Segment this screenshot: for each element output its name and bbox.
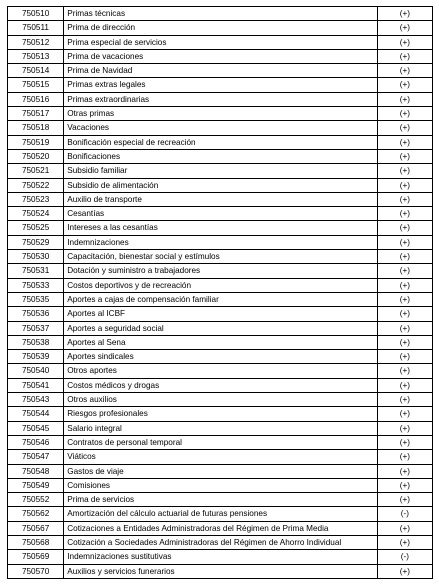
account-code-cell: 750539 (8, 350, 64, 364)
account-code-cell: 750525 (8, 221, 64, 235)
account-sign-cell: (+) (377, 264, 432, 278)
account-description-cell: Vacaciones (64, 121, 377, 135)
account-code-cell: 750530 (8, 250, 64, 264)
account-code-cell: 750513 (8, 49, 64, 63)
account-description-cell: Aportes a seguridad social (64, 321, 377, 335)
table-row (8, 378, 433, 392)
table-row (8, 450, 433, 464)
account-code-cell: 750538 (8, 335, 64, 349)
account-sign-cell: (+) (377, 450, 432, 464)
account-code-cell: 750522 (8, 178, 64, 192)
table-row (8, 421, 433, 435)
account-sign-cell: (+) (377, 535, 432, 549)
account-code-cell: 750512 (8, 35, 64, 49)
table-row (8, 21, 433, 35)
table-row (8, 221, 433, 235)
account-description-cell: Subsidio familiar (64, 164, 377, 178)
account-description-cell: Otras primas (64, 107, 377, 121)
account-sign-cell: (+) (377, 493, 432, 507)
account-code-cell: 750548 (8, 464, 64, 478)
account-code-cell: 750567 (8, 521, 64, 535)
account-description-cell: Auxilios y servicios funerarios (64, 564, 377, 578)
account-sign-cell: (+) (377, 407, 432, 421)
account-code-cell: 750537 (8, 321, 64, 335)
account-description-cell: Prima de dirección (64, 21, 377, 35)
account-sign-cell: (+) (377, 321, 432, 335)
account-description-cell: Bonificación especial de recreación (64, 135, 377, 149)
account-sign-cell: (+) (377, 235, 432, 249)
table-row (8, 78, 433, 92)
account-description-cell: Costos médicos y drogas (64, 378, 377, 392)
account-code-cell: 750546 (8, 435, 64, 449)
table-row (8, 335, 433, 349)
account-sign-cell: (-) (377, 550, 432, 564)
account-sign-cell: (+) (377, 378, 432, 392)
table-row (8, 178, 433, 192)
account-description-cell: Cotizaciones a Entidades Administradoras del Régimen de Prima Media (64, 521, 377, 535)
account-description-cell: Indemnizaciones (64, 235, 377, 249)
table-row (8, 478, 433, 492)
account-code-cell: 750544 (8, 407, 64, 421)
account-description-cell: Cotización a Sociedades Administradoras del Régimen de Ahorro Individual (64, 535, 377, 549)
table-row (8, 278, 433, 292)
account-description-cell: Prima especial de servicios (64, 35, 377, 49)
table-row (8, 535, 433, 549)
account-code-cell: 750521 (8, 164, 64, 178)
account-code-cell: 750569 (8, 550, 64, 564)
account-sign-cell: (+) (377, 478, 432, 492)
account-sign-cell: (+) (377, 292, 432, 306)
table-row (8, 493, 433, 507)
table-row (8, 464, 433, 478)
account-code-cell: 750541 (8, 378, 64, 392)
account-sign-cell: (+) (377, 221, 432, 235)
account-sign-cell: (+) (377, 207, 432, 221)
account-description-cell: Prima de vacaciones (64, 49, 377, 63)
account-sign-cell: (+) (377, 435, 432, 449)
account-code-cell: 750519 (8, 135, 64, 149)
account-description-cell: Otros auxilios (64, 393, 377, 407)
account-description-cell: Dotación y suministro a trabajadores (64, 264, 377, 278)
account-description-cell: Subsidio de alimentación (64, 178, 377, 192)
table-row (8, 307, 433, 321)
account-code-cell: 750570 (8, 564, 64, 578)
account-code-cell: 750536 (8, 307, 64, 321)
account-code-cell: 750520 (8, 149, 64, 163)
account-code-cell: 750568 (8, 535, 64, 549)
account-code-cell: 750549 (8, 478, 64, 492)
table-row (8, 92, 433, 106)
account-description-cell: Capacitación, bienestar social y estímulos (64, 250, 377, 264)
account-description-cell: Aportes al Sena (64, 335, 377, 349)
account-sign-cell: (+) (377, 149, 432, 163)
table-row (8, 350, 433, 364)
account-description-cell: Contratos de personal temporal (64, 435, 377, 449)
table-row (8, 192, 433, 206)
table-row (8, 393, 433, 407)
account-sign-cell: (+) (377, 307, 432, 321)
account-sign-cell: (+) (377, 278, 432, 292)
account-code-cell: 750535 (8, 292, 64, 306)
account-code-cell: 750562 (8, 507, 64, 521)
account-sign-cell: (+) (377, 178, 432, 192)
account-sign-cell: (+) (377, 464, 432, 478)
account-sign-cell: (+) (377, 335, 432, 349)
table-row (8, 121, 433, 135)
account-sign-cell: (+) (377, 49, 432, 63)
table-row (8, 292, 433, 306)
account-description-cell: Prima de servicios (64, 493, 377, 507)
table-row (8, 521, 433, 535)
table-row (8, 564, 433, 578)
table-row (8, 321, 433, 335)
table-row (8, 407, 433, 421)
account-sign-cell: (+) (377, 364, 432, 378)
account-description-cell: Aportes a cajas de compensación familiar (64, 292, 377, 306)
account-sign-cell: (+) (377, 121, 432, 135)
account-description-cell: Viáticos (64, 450, 377, 464)
table-row (8, 107, 433, 121)
account-sign-cell: (+) (377, 135, 432, 149)
account-description-cell: Salario integral (64, 421, 377, 435)
table-row (8, 164, 433, 178)
account-sign-cell: (+) (377, 78, 432, 92)
table-row (8, 49, 433, 63)
account-sign-cell: (+) (377, 35, 432, 49)
account-description-cell: Primas extras legales (64, 78, 377, 92)
account-code-cell: 750529 (8, 235, 64, 249)
account-description-cell: Costos deportivos y de recreación (64, 278, 377, 292)
account-sign-cell: (-) (377, 507, 432, 521)
account-code-cell: 750543 (8, 393, 64, 407)
account-description-cell: Comisiones (64, 478, 377, 492)
account-sign-cell: (+) (377, 393, 432, 407)
account-description-cell: Cesantías (64, 207, 377, 221)
account-description-cell: Prima de Navidad (64, 64, 377, 78)
table-row (8, 7, 433, 21)
account-code-cell: 750518 (8, 121, 64, 135)
account-sign-cell: (+) (377, 564, 432, 578)
account-description-cell: Riesgos profesionales (64, 407, 377, 421)
table-row (8, 364, 433, 378)
account-code-cell: 750547 (8, 450, 64, 464)
table-row (8, 35, 433, 49)
account-description-cell: Bonificaciones (64, 149, 377, 163)
account-code-cell: 750524 (8, 207, 64, 221)
table-row (8, 507, 433, 521)
accounts-table (7, 6, 433, 579)
table-row (8, 207, 433, 221)
account-sign-cell: (+) (377, 521, 432, 535)
account-sign-cell: (+) (377, 250, 432, 264)
account-code-cell: 750523 (8, 192, 64, 206)
account-code-cell: 750552 (8, 493, 64, 507)
table-row (8, 250, 433, 264)
account-code-cell: 750540 (8, 364, 64, 378)
account-sign-cell: (+) (377, 164, 432, 178)
account-sign-cell: (+) (377, 7, 432, 21)
table-row (8, 550, 433, 564)
account-sign-cell: (+) (377, 92, 432, 106)
account-sign-cell: (+) (377, 192, 432, 206)
account-code-cell: 750516 (8, 92, 64, 106)
account-code-cell: 750510 (8, 7, 64, 21)
account-code-cell: 750511 (8, 21, 64, 35)
account-description-cell: Auxilio de transporte (64, 192, 377, 206)
table-row (8, 149, 433, 163)
account-sign-cell: (+) (377, 350, 432, 364)
accounts-table-body (8, 7, 433, 579)
account-description-cell: Amortización del cálculo actuarial de futuras pensiones (64, 507, 377, 521)
account-sign-cell: (+) (377, 64, 432, 78)
account-code-cell: 750514 (8, 64, 64, 78)
account-description-cell: Indemnizaciones sustitutivas (64, 550, 377, 564)
table-row (8, 264, 433, 278)
account-sign-cell: (+) (377, 107, 432, 121)
table-row (8, 435, 433, 449)
account-description-cell: Aportes al ICBF (64, 307, 377, 321)
account-code-cell: 750533 (8, 278, 64, 292)
account-description-cell: Otros aportes (64, 364, 377, 378)
table-row (8, 235, 433, 249)
account-description-cell: Primas extraordinarias (64, 92, 377, 106)
table-row (8, 64, 433, 78)
account-code-cell: 750531 (8, 264, 64, 278)
account-code-cell: 750545 (8, 421, 64, 435)
account-sign-cell: (+) (377, 21, 432, 35)
account-sign-cell: (+) (377, 421, 432, 435)
table-row (8, 135, 433, 149)
account-description-cell: Intereses a las cesantías (64, 221, 377, 235)
account-description-cell: Aportes sindicales (64, 350, 377, 364)
account-code-cell: 750515 (8, 78, 64, 92)
account-description-cell: Gastos de viaje (64, 464, 377, 478)
account-code-cell: 750517 (8, 107, 64, 121)
account-description-cell: Primas técnicas (64, 7, 377, 21)
